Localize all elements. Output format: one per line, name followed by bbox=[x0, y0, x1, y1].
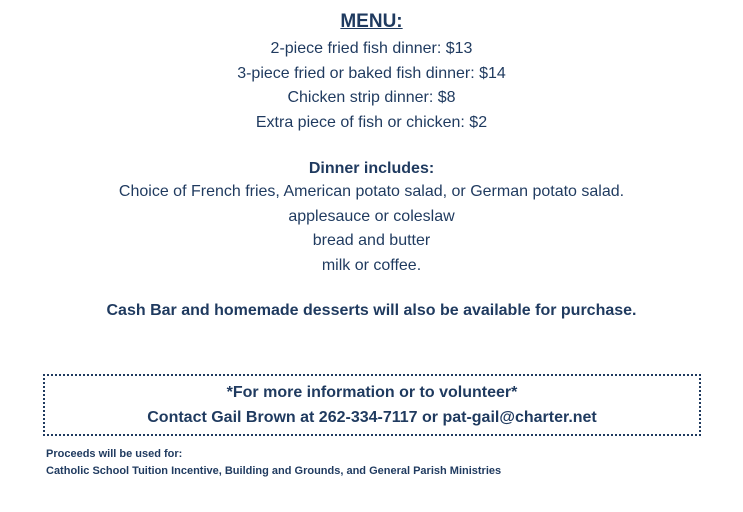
dinner-includes-heading: Dinner includes: bbox=[308, 160, 435, 177]
volunteer-info-line: *For more information or to volunteer* bbox=[226, 384, 518, 401]
menu-list bbox=[0, 37, 743, 135]
proceeds-note bbox=[46, 446, 501, 480]
includes-item: milk or coffee. bbox=[321, 256, 422, 274]
proceeds-heading: Proceeds will be used for: bbox=[46, 448, 183, 460]
cash-bar-note: Cash Bar and homemade desserts will also be available for purchase. bbox=[106, 302, 637, 319]
includes-item: bread and butter bbox=[312, 232, 431, 249]
contact-box bbox=[43, 374, 701, 436]
menu-item: Chicken strip dinner: $8 bbox=[287, 89, 456, 106]
menu-item: 3-piece fried or baked fish dinner: $14 bbox=[237, 64, 506, 82]
contact-line: Contact Gail Brown at 262-334-7117 or pat-gail@charter.net bbox=[147, 409, 597, 426]
includes-item: applesauce or coleslaw bbox=[288, 207, 455, 225]
menu-item: 2-piece fried fish dinner: $13 bbox=[270, 40, 473, 57]
includes-item: Choice of French fries, American potato salad, or German potato salad. bbox=[118, 183, 625, 200]
dinner-includes-list bbox=[0, 180, 743, 278]
menu-item: Extra piece of fish or chicken: $2 bbox=[255, 113, 488, 131]
menu-heading: MENU: bbox=[340, 11, 403, 32]
proceeds-detail: Catholic School Tuition Incentive, Building and Grounds, and General Parish Ministries bbox=[46, 465, 502, 477]
